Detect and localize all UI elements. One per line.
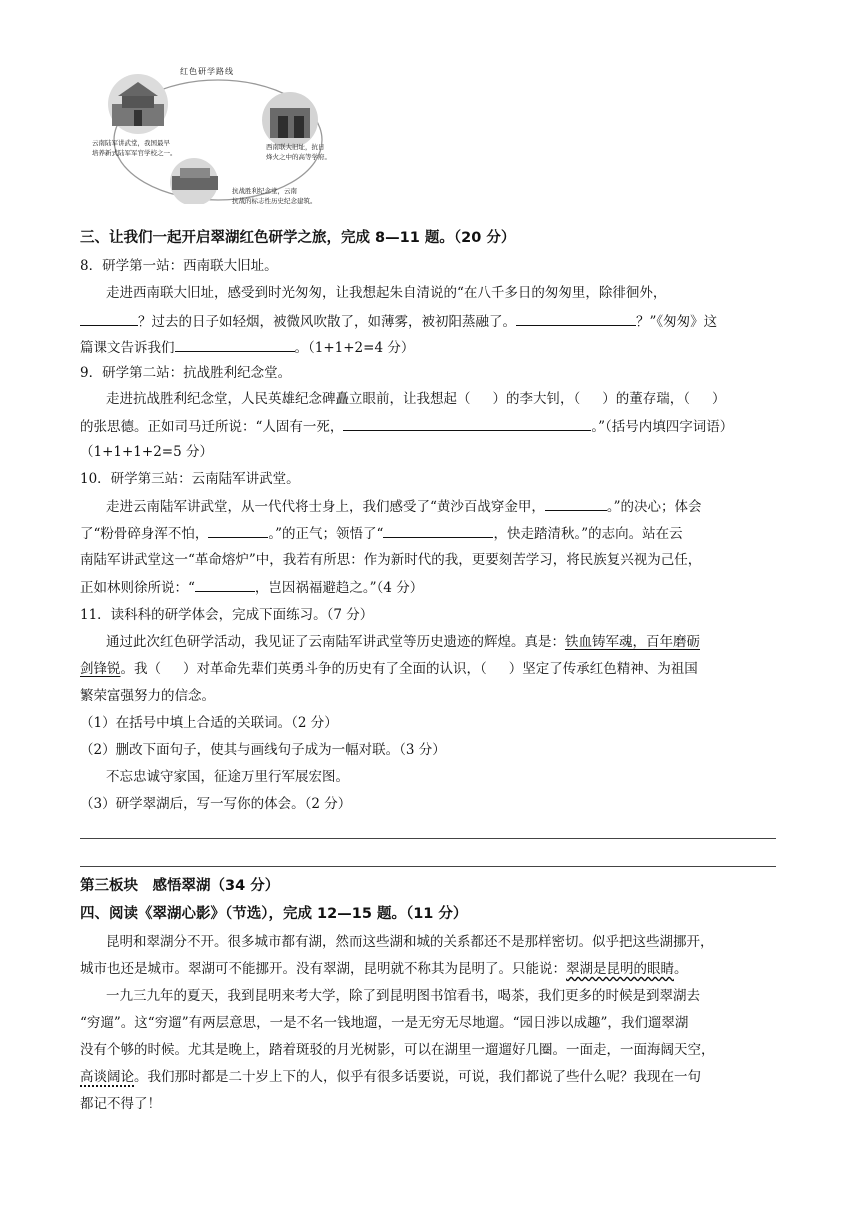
caption-lecture-hall bbox=[92, 138, 177, 158]
caption-lianda bbox=[266, 142, 331, 162]
q11-sub1: （1）在括号中填上合适的关联词。（2 分） bbox=[80, 715, 338, 731]
caption-line: 抗战的标志性历史纪念建筑。 bbox=[232, 197, 317, 205]
q11-sub3: （3）研学翠湖后，写一写你的体会。（2 分） bbox=[80, 796, 352, 812]
q10-title: 10．研学第三站：云南陆军讲武堂。 bbox=[80, 471, 300, 487]
q10-text: ，快走踏清秋。”的志向。站在云 bbox=[493, 526, 683, 542]
passage-line: 都记不得了！ bbox=[80, 1096, 161, 1112]
q11-line1 bbox=[106, 632, 780, 652]
q9-title: 9．研学第二站：抗战胜利纪念堂。 bbox=[80, 365, 292, 381]
passage-line: 一九三九年的夏天，我到昆明来考大学，除了到昆明图书馆看书，喝茶，我们更多的时候是到翠湖去 bbox=[106, 988, 700, 1004]
section4-heading: 四、阅读《翠湖心影》（节选），完成 12—15 题。（11 分） bbox=[80, 906, 468, 922]
q10-text: 了“粉骨碎身浑不怕， bbox=[80, 526, 209, 542]
q10-line2 bbox=[80, 523, 780, 544]
answer-line[interactable] bbox=[80, 866, 776, 867]
q11-text: 。我（ bbox=[120, 661, 161, 677]
q8-text: ？过去的日子如轻烟，被微风吹散了，如薄雾，被初阳蒸融了。 bbox=[138, 314, 516, 330]
q10-text: 走进云南陆军讲武堂，从一代代将士身上，我们感受了“黄沙百战穿金甲， bbox=[106, 499, 545, 515]
q9-text: ）的董存瑞，（ bbox=[602, 391, 690, 407]
passage-line bbox=[80, 959, 780, 979]
q10-line1 bbox=[106, 496, 780, 517]
q8-line2 bbox=[80, 311, 780, 332]
diagram-title: 红色研学路线 bbox=[180, 67, 234, 76]
q11-text: ）坚定了传承红色精神、为祖国 bbox=[508, 661, 698, 677]
caption-memorial bbox=[232, 186, 317, 206]
answer-blank[interactable] bbox=[383, 523, 493, 538]
q10-line4 bbox=[80, 577, 780, 598]
q9-text: 的张思德。正如司马迁所说：“人固有一死， bbox=[80, 419, 344, 435]
q10-line3: 南陆军讲武堂这一“革命熔炉”中，我若有所思：作为新时代的我，更要刻苦学习，将民族复兴视为己任， bbox=[80, 552, 702, 568]
dotted-phrase: 高谈阔论 bbox=[80, 1069, 134, 1085]
block3-heading: 第三板块 感悟翠湖（34 分） bbox=[80, 878, 280, 894]
underlined-couplet: 铁血铸军魂，百年磨砺 bbox=[565, 634, 700, 650]
q8-title: 8．研学第一站：西南联大旧址。 bbox=[80, 258, 278, 274]
passage-line bbox=[80, 1067, 780, 1087]
q11-line2 bbox=[80, 659, 780, 679]
passage-line: “穷遛”。这“穷遛”有两层意思，一是不名一钱地遛，一是无穷无尽地遛。“园日涉以成趣”，我们遛翠湖 bbox=[80, 1015, 689, 1031]
answer-line[interactable] bbox=[80, 838, 776, 839]
answer-blank[interactable] bbox=[545, 496, 607, 511]
q11-sub2-sentence: 不忘忠诚守家国，征途万里行军展宏图。 bbox=[106, 769, 349, 785]
caption-line: 培养新式陆军军官学校之一。 bbox=[92, 149, 177, 157]
answer-blank[interactable] bbox=[195, 577, 255, 592]
q8-text: ？”《匆匆》这 bbox=[636, 314, 718, 330]
q9-text: ） bbox=[712, 391, 726, 407]
caption-line: 西南联大旧址，抗日 bbox=[266, 143, 325, 151]
answer-blank[interactable] bbox=[516, 311, 636, 326]
q9-text: 。”（括号内填四字词语） bbox=[591, 419, 734, 435]
wavy-underlined-phrase: 翠湖是昆明的眼睛 bbox=[566, 961, 674, 977]
q9-text: 走进抗战胜利纪念堂，人民英雄纪念碑矗立眼前，让我想起（ bbox=[106, 391, 471, 407]
q11-text: 通过此次红色研学活动，我见证了云南陆军讲武堂等历史遗迹的辉煌。真是： bbox=[106, 634, 565, 650]
q10-text: 。”的正气；领悟了“ bbox=[268, 526, 384, 542]
q9-line1 bbox=[106, 389, 780, 409]
q8-line3 bbox=[80, 337, 780, 358]
answer-blank[interactable] bbox=[80, 311, 138, 326]
passage-line: 昆明和翠湖分不开。很多城市都有湖，然而这些湖和城的关系都还不是那样密切。似乎把这些湖挪开， bbox=[106, 934, 714, 950]
q10-text: 。”的决心；体会 bbox=[606, 499, 702, 515]
q8-text: 篇课文告诉我们 bbox=[80, 340, 175, 356]
q8-line1: 走进西南联大旧址，感受到时光匆匆，让我想起朱自清说的“在八千多日的匆匆里，除徘徊外， bbox=[106, 285, 667, 301]
passage-text: 城市也还是城市。翠湖可不能挪开。没有翠湖，昆明就不称其为昆明了。只能说： bbox=[80, 961, 566, 977]
q11-title: 11．读科科的研学体会，完成下面练习。（7 分） bbox=[80, 607, 374, 623]
q10-text: ，岂因祸福避趋之。”（4 分） bbox=[254, 580, 424, 596]
q11-sub2: （2）删改下面句子，使其与画线句子成为一幅对联。（3 分） bbox=[80, 742, 446, 758]
q10-text: 正如林则徐所说：“ bbox=[80, 580, 195, 596]
answer-blank[interactable] bbox=[175, 337, 295, 352]
caption-line: 抗战胜利纪念堂，云南 bbox=[232, 187, 297, 195]
route-circle-graphic bbox=[78, 58, 348, 204]
passage-text: 。我们那时都是二十岁上下的人，似乎有很多话要说，可说，我们都说了些什么呢？我现在一句 bbox=[134, 1069, 701, 1085]
answer-blank[interactable] bbox=[343, 416, 591, 431]
study-route-diagram bbox=[78, 58, 348, 204]
q9-text: ）的李大钊，（ bbox=[492, 391, 581, 407]
q9-line2 bbox=[80, 416, 780, 437]
q11-line3: 繁荣富强努力的信念。 bbox=[80, 688, 215, 704]
section3-heading: 三、让我们一起开启翠湖红色研学之旅，完成 8—11 题。（20 分） bbox=[80, 230, 516, 246]
passage-text: 。 bbox=[674, 961, 688, 977]
answer-blank[interactable] bbox=[208, 523, 268, 538]
q8-text: 。（1+1+2=4 分） bbox=[294, 340, 415, 356]
caption-line: 烽火之中的高等学府。 bbox=[266, 153, 331, 161]
underlined-couplet: 剑锋锐 bbox=[80, 661, 121, 677]
q9-line3: （1+1+1+2=5 分） bbox=[80, 444, 213, 460]
passage-line: 没有个够的时候。尤其是晚上，踏着斑驳的月光树影，可以在湖里一遛遛好几圈。一面走，一面海阔天空， bbox=[80, 1042, 715, 1058]
caption-line: 云南陆军讲武堂，我国最早 bbox=[92, 139, 170, 147]
q11-text: ）对革命先辈们英勇斗争的历史有了全面的认识，（ bbox=[183, 661, 487, 677]
